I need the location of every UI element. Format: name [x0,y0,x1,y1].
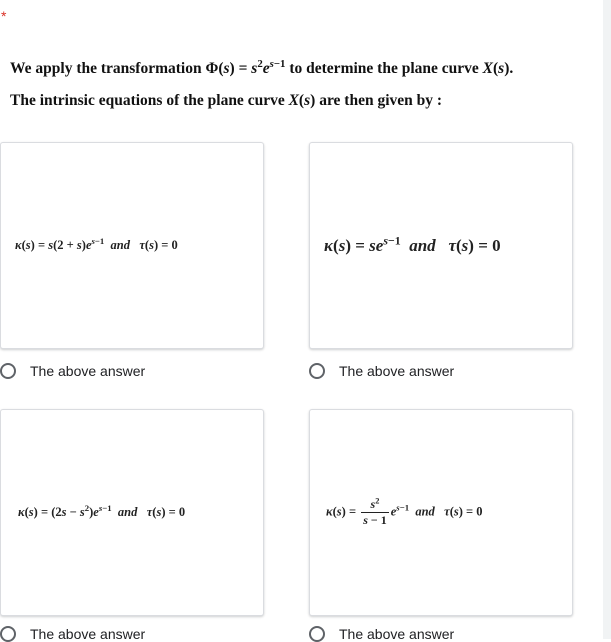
option-label: The above answer [339,626,455,642]
choice-card-4 [309,409,573,616]
option-4[interactable] [309,626,454,642]
fraction: $\frac{s^2}{s - 1}$ [363,496,387,527]
choice-formula-2: $\kappa(s) = se^{s-1}$ and τ(s) = 0 [324,232,501,255]
option-3[interactable] [0,626,145,642]
choice-card-1 [0,142,264,349]
question-line-1: We apply the transformation $\Phi(s) = s^2e^{s-1}$ to determine the plane curve X(s). [10,58,514,77]
option-label: The above answer [339,363,455,379]
option-label: The above answer [30,626,146,642]
choice-formula-3: $\kappa(s) = (2s - s^2)e^{s-1}$ and τ(s) = 0 [18,503,186,519]
question-line-2: The intrinsic equations of the plane curve X(s) are then given by : [10,92,443,109]
option-label: The above answer [30,363,146,379]
option-2[interactable] [309,363,454,379]
option-1[interactable] [0,363,145,379]
choice-formula-1: $\kappa(s) = s(2 + s)e^{s-1}$ and τ(s) = 0 [15,236,178,252]
radio-button[interactable] [309,363,325,379]
scrollbar-track[interactable] [603,0,611,639]
choice-card-2 [309,142,573,349]
choice-card-3 [0,409,264,616]
radio-button[interactable] [0,363,16,379]
choice-formula-4: κ(s) = $\frac{s^2}{s - 1}$ $e^{s-1}$ and τ(s) = 0 [326,496,483,527]
radio-button[interactable] [0,626,16,642]
radio-button[interactable] [309,626,325,642]
question-text [10,60,600,124]
required-marker: * [1,8,7,24]
